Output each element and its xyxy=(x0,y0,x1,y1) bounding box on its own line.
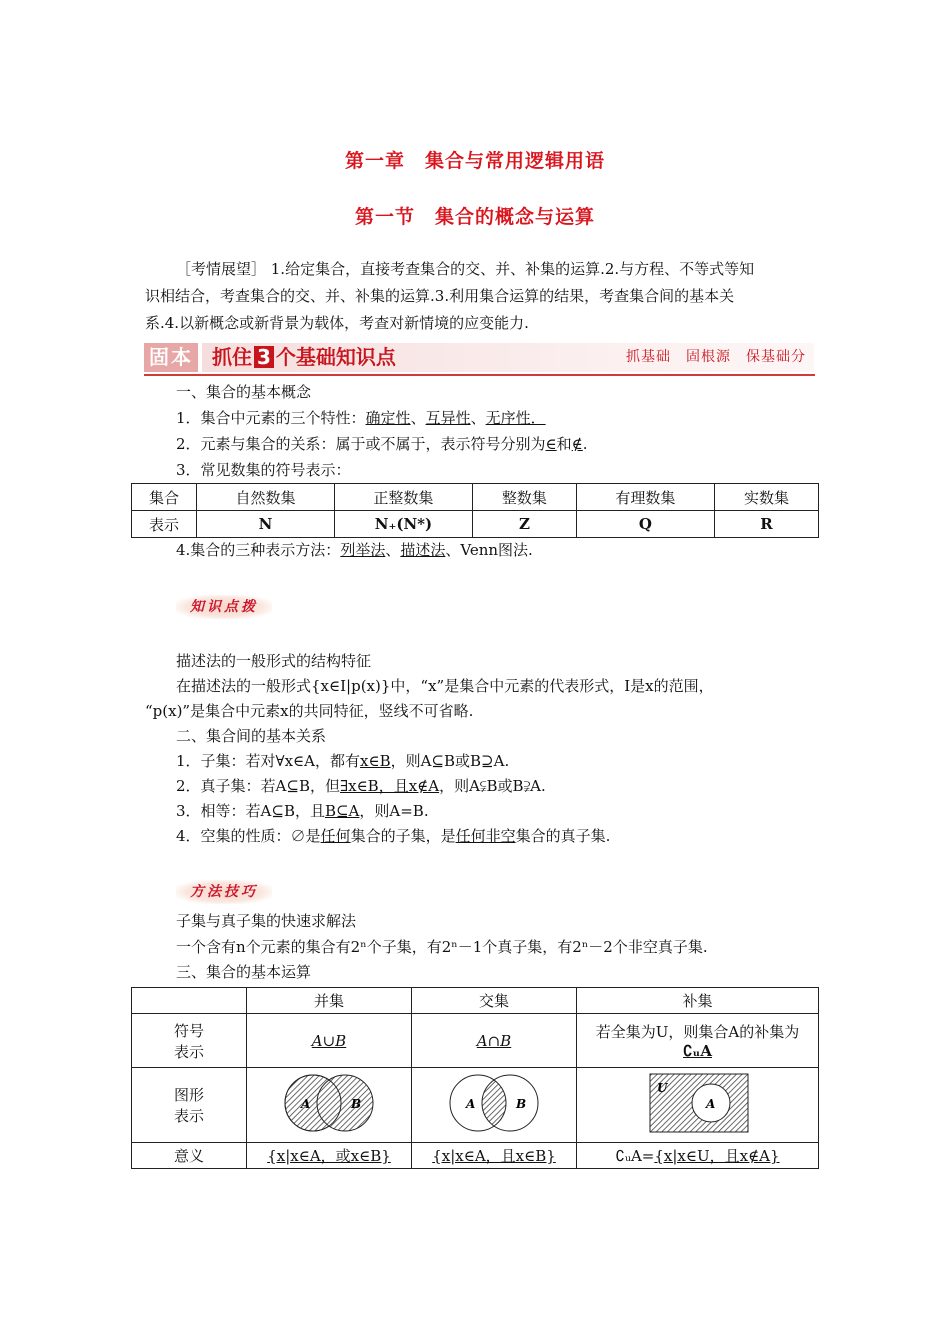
outlook-line-3: 系.4.以新概念或新背景为载体，考查对新情境的应变能力. xyxy=(145,314,529,332)
banner-title-pre: 抓住 xyxy=(212,345,252,369)
table-cell xyxy=(412,1068,577,1143)
chapter-title: 第一章 集合与常用逻辑用语 xyxy=(344,150,605,172)
s2-l4-a: 任何 xyxy=(320,827,351,845)
banner-title-post: 个基础知识点 xyxy=(275,345,396,369)
s1-l1-a: 确定性 xyxy=(365,409,411,427)
s1-l2-pre: 2．元素与集合的关系：属于或不属于，表示符号分别为 xyxy=(176,435,546,453)
table-row xyxy=(132,1068,819,1143)
s2-l4-b: 任何非空 xyxy=(455,827,516,845)
section-title: 第一节 集合的概念与运算 xyxy=(354,206,595,228)
symbol-label-1: 符号 xyxy=(173,1021,204,1040)
banner-slogan: 抓基础 固根源 保基础分 xyxy=(626,349,806,365)
s1-l4-sep: 、 xyxy=(385,541,401,559)
table-cell xyxy=(412,1014,577,1068)
s2-l1-u: x∈B xyxy=(360,752,391,770)
intersection-venn-diagram xyxy=(412,1068,576,1138)
s1-l2-a: ∈ xyxy=(545,435,557,453)
table-cell: R xyxy=(714,511,818,538)
s2-line-4 xyxy=(176,823,846,850)
s2-line-1 xyxy=(176,748,846,775)
tip1-heading: 描述法的一般形式的结构特征 xyxy=(176,652,372,670)
union-symbol: A∪B xyxy=(311,1031,347,1050)
s2-line-2 xyxy=(176,773,846,800)
table-cell: N xyxy=(197,511,335,538)
s2-l2-end: ，则A⫋B或B⫌A. xyxy=(439,777,546,795)
table-cell: 意义 xyxy=(132,1143,247,1169)
table-cell xyxy=(247,1014,412,1068)
s1-line-1 xyxy=(176,405,846,432)
s1-l1-b: 互异性 xyxy=(425,409,471,427)
s1-l1-c: 无序性． xyxy=(485,409,546,427)
venn-label-b: B xyxy=(351,1097,362,1111)
tip2-line: 一个含有n个元素的集合有2ⁿ个子集，有2ⁿ－1个真子集，有2ⁿ－2个非空真子集. xyxy=(176,938,708,956)
table-cell xyxy=(247,1143,412,1169)
symbol-label-2: 表示 xyxy=(173,1042,204,1061)
table-row xyxy=(132,484,819,511)
s1-l2-b: ∉ xyxy=(571,435,583,453)
s1-line-4 xyxy=(176,537,846,564)
table-cell: 集合 xyxy=(132,484,197,511)
s2-l1-pre: 1．子集：若对∀x∈A，都有 xyxy=(176,752,360,770)
table-cell xyxy=(132,1068,247,1143)
s2-l2-pre: 2．真子集：若A⊆B，但 xyxy=(176,777,340,795)
s1-l2-mid: 和 xyxy=(556,435,572,453)
complement-symbol: ∁ᵤA xyxy=(683,1042,712,1060)
complement-symbol-text: 若全集为U，则集合A的补集为 xyxy=(595,1023,800,1041)
tip2-heading: 子集与真子集的快速求解法 xyxy=(176,912,357,930)
s2-l4-mid: 集合的子集，是 xyxy=(350,827,456,845)
table-cell xyxy=(247,1068,412,1143)
tip-badge-method: 方法技巧 xyxy=(176,880,272,904)
banner-title-number: 3 xyxy=(254,346,274,368)
table-cell: 并集 xyxy=(247,988,412,1014)
tip1-line-1: 在描述法的一般形式{x∈I|p(x)}中，“x”是集合中元素的代表形式，I是x的范围， xyxy=(176,677,714,695)
table-row xyxy=(132,511,819,538)
table-cell: 补集 xyxy=(577,988,819,1014)
intersection-symbol: A∩B xyxy=(476,1031,512,1050)
figure-label-2: 表示 xyxy=(173,1107,204,1125)
table-cell: 实数集 xyxy=(714,484,818,511)
banner-title xyxy=(212,343,396,372)
table-cell xyxy=(577,1068,819,1143)
section-banner xyxy=(144,343,815,376)
venn-set-b xyxy=(317,1075,373,1131)
union-meaning: {x|x∈A，或x∈B} xyxy=(267,1147,391,1165)
banner-tag: 固本 xyxy=(144,343,198,372)
venn-label-b: B xyxy=(516,1097,527,1111)
table-cell: 有理数集 xyxy=(576,484,714,511)
table-cell: 自然数集 xyxy=(197,484,335,511)
s2-line-3 xyxy=(176,798,846,825)
table-cell: Z xyxy=(472,511,576,538)
table-row xyxy=(132,988,819,1014)
s1-l4-end: 、Venn图法. xyxy=(445,541,533,559)
s2-l3-u: B⊆A xyxy=(324,802,360,820)
s2-l1-end: ，则A⊆B或B⊇A. xyxy=(390,752,510,770)
s2-heading: 二、集合间的基本关系 xyxy=(176,727,327,745)
s1-l2-end: . xyxy=(582,435,588,453)
table-cell xyxy=(132,988,247,1014)
venn-label-a: A xyxy=(705,1097,715,1111)
outlook-line-2: 识相结合，考查集合的交、并、补集的运算.3.利用集合运算的结果，考查集合间的基本关 xyxy=(145,287,735,305)
s1-l1-pre: 1．集合中元素的三个特性： xyxy=(176,409,366,427)
s2-l4-end: 集合的真子集. xyxy=(515,827,611,845)
venn-label-a: A xyxy=(466,1097,476,1111)
s2-l3-end: ，则A=B. xyxy=(359,802,429,820)
banner-body xyxy=(202,343,814,372)
s1-l1-sep1: 、 xyxy=(410,409,426,427)
table-cell: 整数集 xyxy=(472,484,576,511)
s1-l4-pre: 4.集合的三种表示方法： xyxy=(176,541,341,559)
table-cell xyxy=(577,1014,819,1068)
s2-l4-pre: 4．空集的性质：∅是 xyxy=(176,827,321,845)
figure-label-1: 图形 xyxy=(173,1086,204,1104)
table-cell: N₊(N*) xyxy=(334,511,472,538)
union-venn-diagram xyxy=(247,1068,411,1138)
table-row xyxy=(132,1014,819,1068)
table-cell: Q xyxy=(576,511,714,538)
s1-l4-a: 列举法 xyxy=(340,541,386,559)
table-cell xyxy=(132,1014,247,1068)
table-cell xyxy=(577,1143,819,1169)
s1-line-2 xyxy=(176,431,846,458)
tip1-line-2: “p(x)”是集合中元素x的共同特征，竖线不可省略. xyxy=(145,702,474,720)
set-operations-table xyxy=(131,987,819,1169)
venn-label-u: U xyxy=(656,1081,667,1095)
table-row xyxy=(132,1143,819,1169)
complement-meaning-pre: ∁ᵤA= xyxy=(615,1147,655,1165)
s1-l1-sep2: 、 xyxy=(470,409,486,427)
table-cell: 表示 xyxy=(132,511,197,538)
s1-line-3: 3．常见数集的符号表示： xyxy=(176,461,351,479)
tip-badge-knowledge: 知识点拨 xyxy=(176,595,272,619)
s3-heading: 三、集合的基本运算 xyxy=(176,963,312,981)
s2-l2-u: ∃x∈B，且x∉A xyxy=(339,777,440,795)
table-cell: 交集 xyxy=(412,988,577,1014)
complement-meaning: {x|x∈U，且x∉A} xyxy=(654,1147,780,1165)
table-cell xyxy=(412,1143,577,1169)
s1-l4-b: 描述法 xyxy=(400,541,446,559)
outlook-line-1: ［考情展望］ 1.给定集合，直接考查集合的交、并、补集的运算.2.与方程、不等式等知 xyxy=(176,260,755,278)
venn-label-a: A xyxy=(301,1097,311,1111)
complement-venn-diagram xyxy=(578,1068,818,1138)
table-cell: 正整数集 xyxy=(334,484,472,511)
number-sets-table xyxy=(131,483,819,538)
s2-l3-pre: 3．相等：若A⊆B，且 xyxy=(176,802,325,820)
s1-heading: 一、集合的基本概念 xyxy=(176,383,312,401)
intersection-meaning: {x|x∈A，且x∈B} xyxy=(432,1147,556,1165)
